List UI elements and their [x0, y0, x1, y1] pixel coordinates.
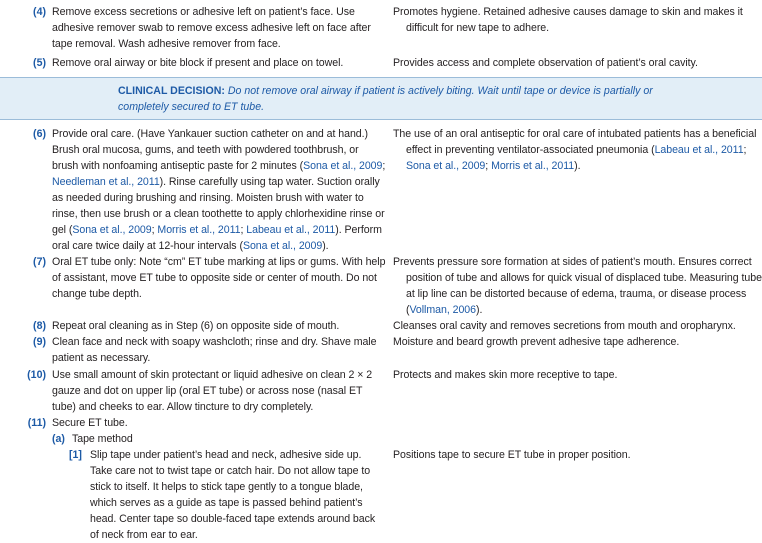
text-segment: ; [151, 224, 158, 236]
rationale-text: Promotes hygiene. Retained adhesive causes damage to skin and makes it difficult for new tape to adhere. [393, 6, 743, 34]
step-rationale: Positions tape to secure ET tube in proper position. [393, 449, 631, 461]
citation-link[interactable]: Labeau et al., 2011 [654, 144, 744, 156]
text-segment: ; [743, 144, 747, 156]
citation-link[interactable]: Sona et al., 2009 [303, 160, 383, 172]
step-text: Remove excess secretions or adhesive left on patient’s face. Use adhesive remover swab to remove excess adhesive left on face after tape removal. Wash adhesive remover from face. [52, 6, 371, 50]
step-rationale: Protects and makes skin more receptive to tape. [393, 369, 618, 381]
text-segment: ). [574, 160, 581, 172]
text-segment: ). Rinse carefully using tap water. Suction orally as needed during brushing and rinsing. Moisten brush with water to rinse, then use brush or a clean toothette to apply chlorhexidine rinse or gel ( [52, 176, 385, 236]
step-rationale [393, 4, 762, 36]
clinical-decision [118, 83, 678, 115]
step-rationale [393, 126, 762, 174]
step-number: (11) [27, 417, 46, 429]
citation-link[interactable]: Morris et al., 2011 [491, 160, 575, 172]
substep-number: [1] [69, 449, 82, 461]
citation-link[interactable]: Sona et al., 2009 [406, 160, 486, 172]
step-rationale: Cleanses oral cavity and removes secretions from mouth and oropharynx. [393, 320, 736, 332]
text-segment: ; [485, 160, 492, 172]
citation-link[interactable]: Labeau et al., 2011 [246, 224, 336, 236]
step-text: Repeat oral cleaning as in Step (6) on opposite side of mouth. [52, 320, 340, 332]
step-number: (4) [33, 6, 46, 18]
step-number: (6) [33, 128, 46, 140]
text-segment: ). [475, 304, 483, 316]
step-number: (10) [27, 369, 46, 381]
step-number: (8) [33, 320, 46, 332]
clinical-decision-text: Do not remove oral airway if patient is actively biting. Wait until tape or device is partially or completely secured to ET tube. [118, 85, 653, 113]
clinical-decision-label: CLINICAL DECISION: [118, 85, 225, 97]
step-number: (9) [33, 336, 46, 348]
step-rationale: Provides access and complete observation of patient’s oral cavity. [393, 57, 698, 69]
rationale-text [393, 126, 762, 174]
text-segment: The use of an oral antiseptic for oral care of intubated patients has a beneficial effect in preventing ventilator-associated pneumonia ( [393, 128, 757, 156]
step-number: (5) [33, 57, 46, 69]
step-text: Use small amount of skin protectant or liquid adhesive on clean 2 × 2 gauze and dot on upper lip (oral ET tube) or across nose (nasal ET tube) and cheeks to ear. Allow tincture to dry completely. [52, 369, 373, 413]
text-segment: ). [322, 240, 329, 252]
text-segment: Prevents pressure sore formation at sides of patient’s mouth. Ensures correct position of tube and allows for quick visual of displaced tube. Measuring tube at lip line can be distorted because of edema, trauma, or disease process ( [393, 256, 762, 316]
substep-text: Slip tape under patient’s head and neck, adhesive side up. Take care not to twist tape or catch hair. Do not allow tape to stick to itself. It helps to stick tape gently to a tongue blade, which serves as a guide as tape is passed behind patient’s head. Center tape so double-faced tape extends around back of neck from ear to ear. [90, 449, 376, 541]
step-rationale: Moisture and beard growth prevent adhesive tape adherence. [393, 336, 680, 348]
step-text: Oral ET tube only: Note “cm” ET tube marking at lips or gums. With help of assistant, move ET tube to opposite side or center of mouth. Do not change tube depth. [52, 256, 386, 300]
step-number: (7) [33, 256, 46, 268]
step-rationale [393, 254, 762, 318]
clinical-decision-box [0, 77, 762, 120]
citation-link[interactable]: Needleman et al., 2011 [52, 176, 160, 188]
step-text: Secure ET tube. [52, 417, 128, 429]
citation-link[interactable]: Sona et al., 2009 [242, 240, 323, 252]
rationale-text [393, 254, 762, 318]
text-segment: ). Perform oral care twice daily at 12-hour intervals ( [52, 224, 382, 252]
text-segment: Provide oral care. (Have Yankauer suction catheter on and at hand.) Brush oral mucosa, gums, and teeth with powdered toothbrush, or brush with nonfoaming antiseptic paste for 2 minutes ( [52, 128, 369, 172]
citation-link[interactable]: Sona et al., 2009 [72, 224, 152, 236]
text-segment: ; [240, 224, 247, 236]
step-text: Clean face and neck with soapy washcloth; rinse and dry. Shave male patient as necessary. [52, 336, 377, 364]
step-text: Remove oral airway or bite block if present and place on towel. [52, 57, 344, 69]
citation-link[interactable]: Vollman, 2006 [409, 304, 476, 316]
step-text [52, 126, 387, 254]
substep-text: Tape method [72, 433, 133, 445]
citation-link[interactable]: Morris et al., 2011 [157, 224, 241, 236]
text-segment: ; [382, 160, 386, 172]
substep-letter: (a) [52, 433, 65, 445]
